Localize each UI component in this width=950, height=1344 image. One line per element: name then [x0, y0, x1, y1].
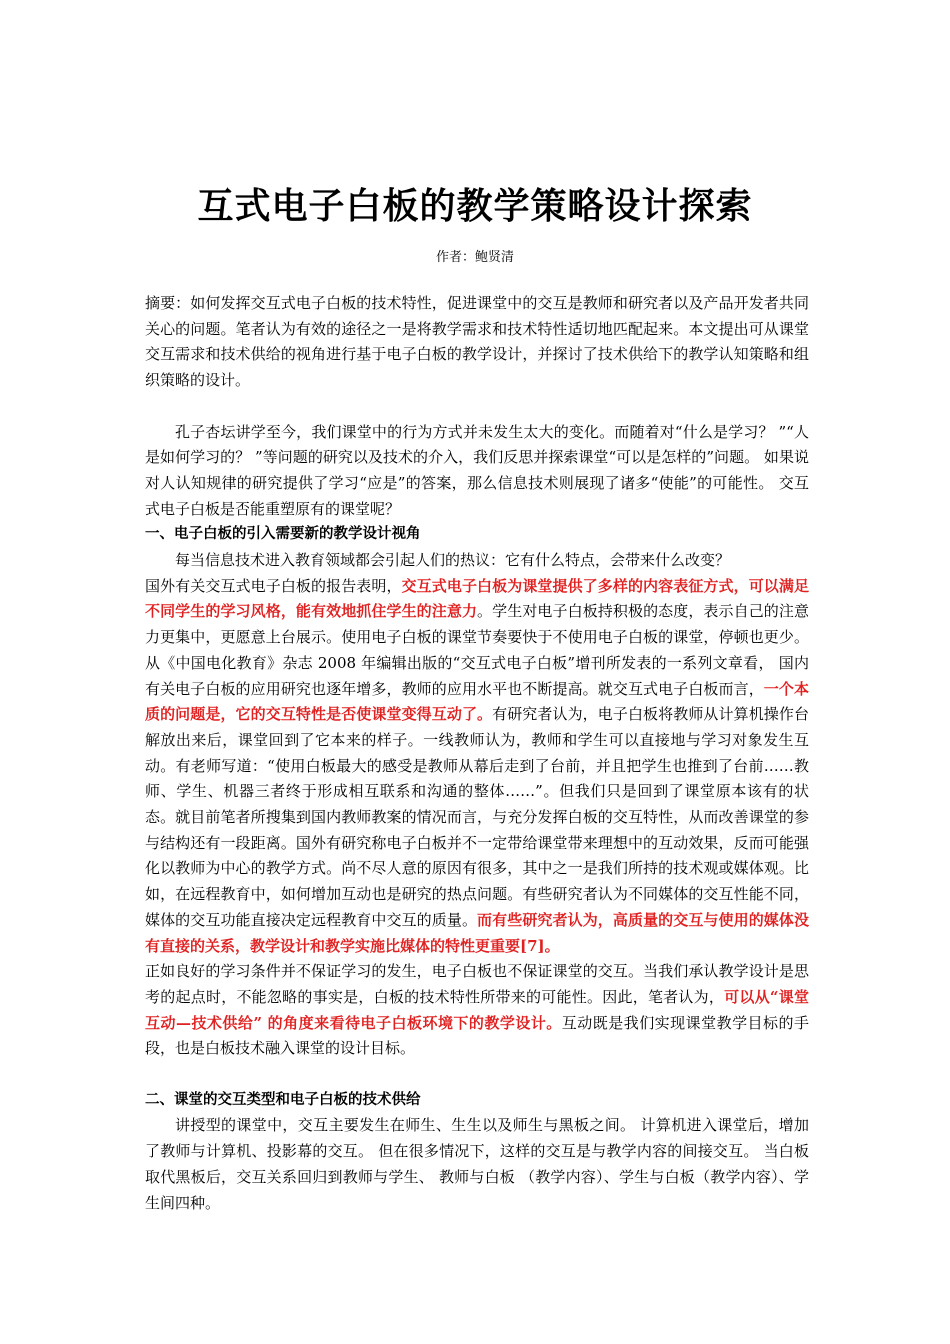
- spacer: [145, 394, 809, 420]
- section1-paragraph-2: [145, 574, 809, 960]
- highlighted-text: 可以从“课堂互动—技术供给” 的角度来看待电子白板环境下的教学设计。: [145, 987, 809, 1032]
- section2-paragraph-1: 讲授型的课堂中，交互主要发生在师生、生生以及师生与黑板之间。 计算机进入课堂后，增加了教师与计算机、投影幕的交互。 但在很多情况下，这样的交互是与教学内容的间接交互。 当白板取代黑板后，交互关系回归到教师与学生、 教师与白板 （教学内容）、学生与白板（教学内容）、学生间四种。: [145, 1116, 809, 1212]
- intro-paragraph: 孔子杏坛讲学至今，我们课堂中的行为方式并未发生太大的变化。而随着对“什么是学习？ ”“人是如何学习的？ ”等问题的研究以及技术的介入，我们反思并探索课堂“可以是怎样的”问题。 如果说对人认知规律的研究提供了学习“应是”的答案，那么信息技术则展现了诸多“使能”的可能性。 交互式电子白板是否能重塑原有的课堂呢？: [145, 422, 809, 518]
- text-run: 国外有关交互式电子白板的报告表明，: [145, 576, 402, 595]
- section-heading-2: 二、课堂的交互类型和电子白板的技术供给: [145, 1091, 421, 1108]
- document-body: [145, 291, 809, 1216]
- highlighted-text: 交互式电子白板为课堂提供了多样的内容表征方式，可以满足不同学生的学习风格，能有效地抓住学生的注意力: [145, 576, 809, 621]
- spacer: [145, 1062, 809, 1088]
- section-heading-1: 一、电子白板的引入需要新的教学设计视角: [145, 526, 421, 543]
- highlighted-text: 而有些研究者认为，高质量的交互与使用的媒体没有直接的关系，教学设计和教学实施比媒体的特性更重要[7]。: [145, 910, 809, 955]
- text-run: 。学生对电子白板持积极的态度，表示自己的注意力更集中，更愿意上台展示。使用电子白板的课堂节奏要快于不使用电子白板的课堂，停顿也更少。从《中国电化教育》杂志 2008 年编辑出版的“交互式电子白板”增刊所发表的一系列文章看， 国内有关电子白板的应用研究也逐年增多，教师的应用水平也不断提高。就交互式电子白板而言，: [145, 602, 809, 698]
- section1-paragraph-1: 每当信息技术进入教育领域都会引起人们的热议：它有什么特点，会带来什么改变？: [175, 551, 731, 570]
- text-run: 有研究者认为，电子白板将教师从计算机操作台解放出来后，课堂回到了它本来的样子。一线教师认为，教师和学生可以直接地与学习对象发生互动。有老师写道：“使用白板最大的感受是教师从幕后走到了台前，并且把学生也推到了台前……教师、学生、机器三者终于形成相互联系和沟通的整体……”。但我们只是回到了课堂原本该有的状态。就目前笔者所搜集到国内教师教案的情况而言，与充分发挥白板的交互特性，从而改善课堂的参与结构还有一段距离。国外有研究称电子白板并不一定带给课堂带来理想中的互动效果，反而可能强化以教师为中心的教学方式。尚不尽人意的原因有很多，其中之一是我们所持的技术观或媒体观。比如，在远程教育中，如何增加互动也是研究的热点问题。有些研究者认为不同媒体的交互性能不同，媒体的交互功能直接决定远程教育中交互的质量。: [145, 705, 809, 929]
- text-run: 互动既是我们实现课堂教学目标的手段，也是白板技术融入课堂的设计目标。: [145, 1013, 809, 1058]
- document-title: 互式电子白板的教学策略设计探索: [197, 186, 753, 227]
- section1-paragraph-3: [145, 959, 809, 1062]
- abstract-paragraph: 摘要：如何发挥交互式电子白板的技术特性，促进课堂中的交互是教师和研究者以及产品开发者共同关心的问题。笔者认为有效的途径之一是将教学需求和技术特性适切地匹配起来。本文提出可从课堂交互需求和技术供给的视角进行基于电子白板的教学设计，并探讨了技术供给下的教学认知策略和组织策略的设计。: [145, 294, 809, 390]
- author-line: 作者：鲍贤清: [435, 250, 514, 265]
- highlighted-text: 一个本质的问题是，它的交互特性是否使课堂变得互动了。: [145, 679, 809, 724]
- text-run: 正如良好的学习条件并不保证学习的发生，电子白板也不保证课堂的交互。当我们承认教学设计是思考的起点时，不能忽略的事实是，白板的技术特性所带来的可能性。因此，笔者认为，: [145, 962, 809, 1006]
